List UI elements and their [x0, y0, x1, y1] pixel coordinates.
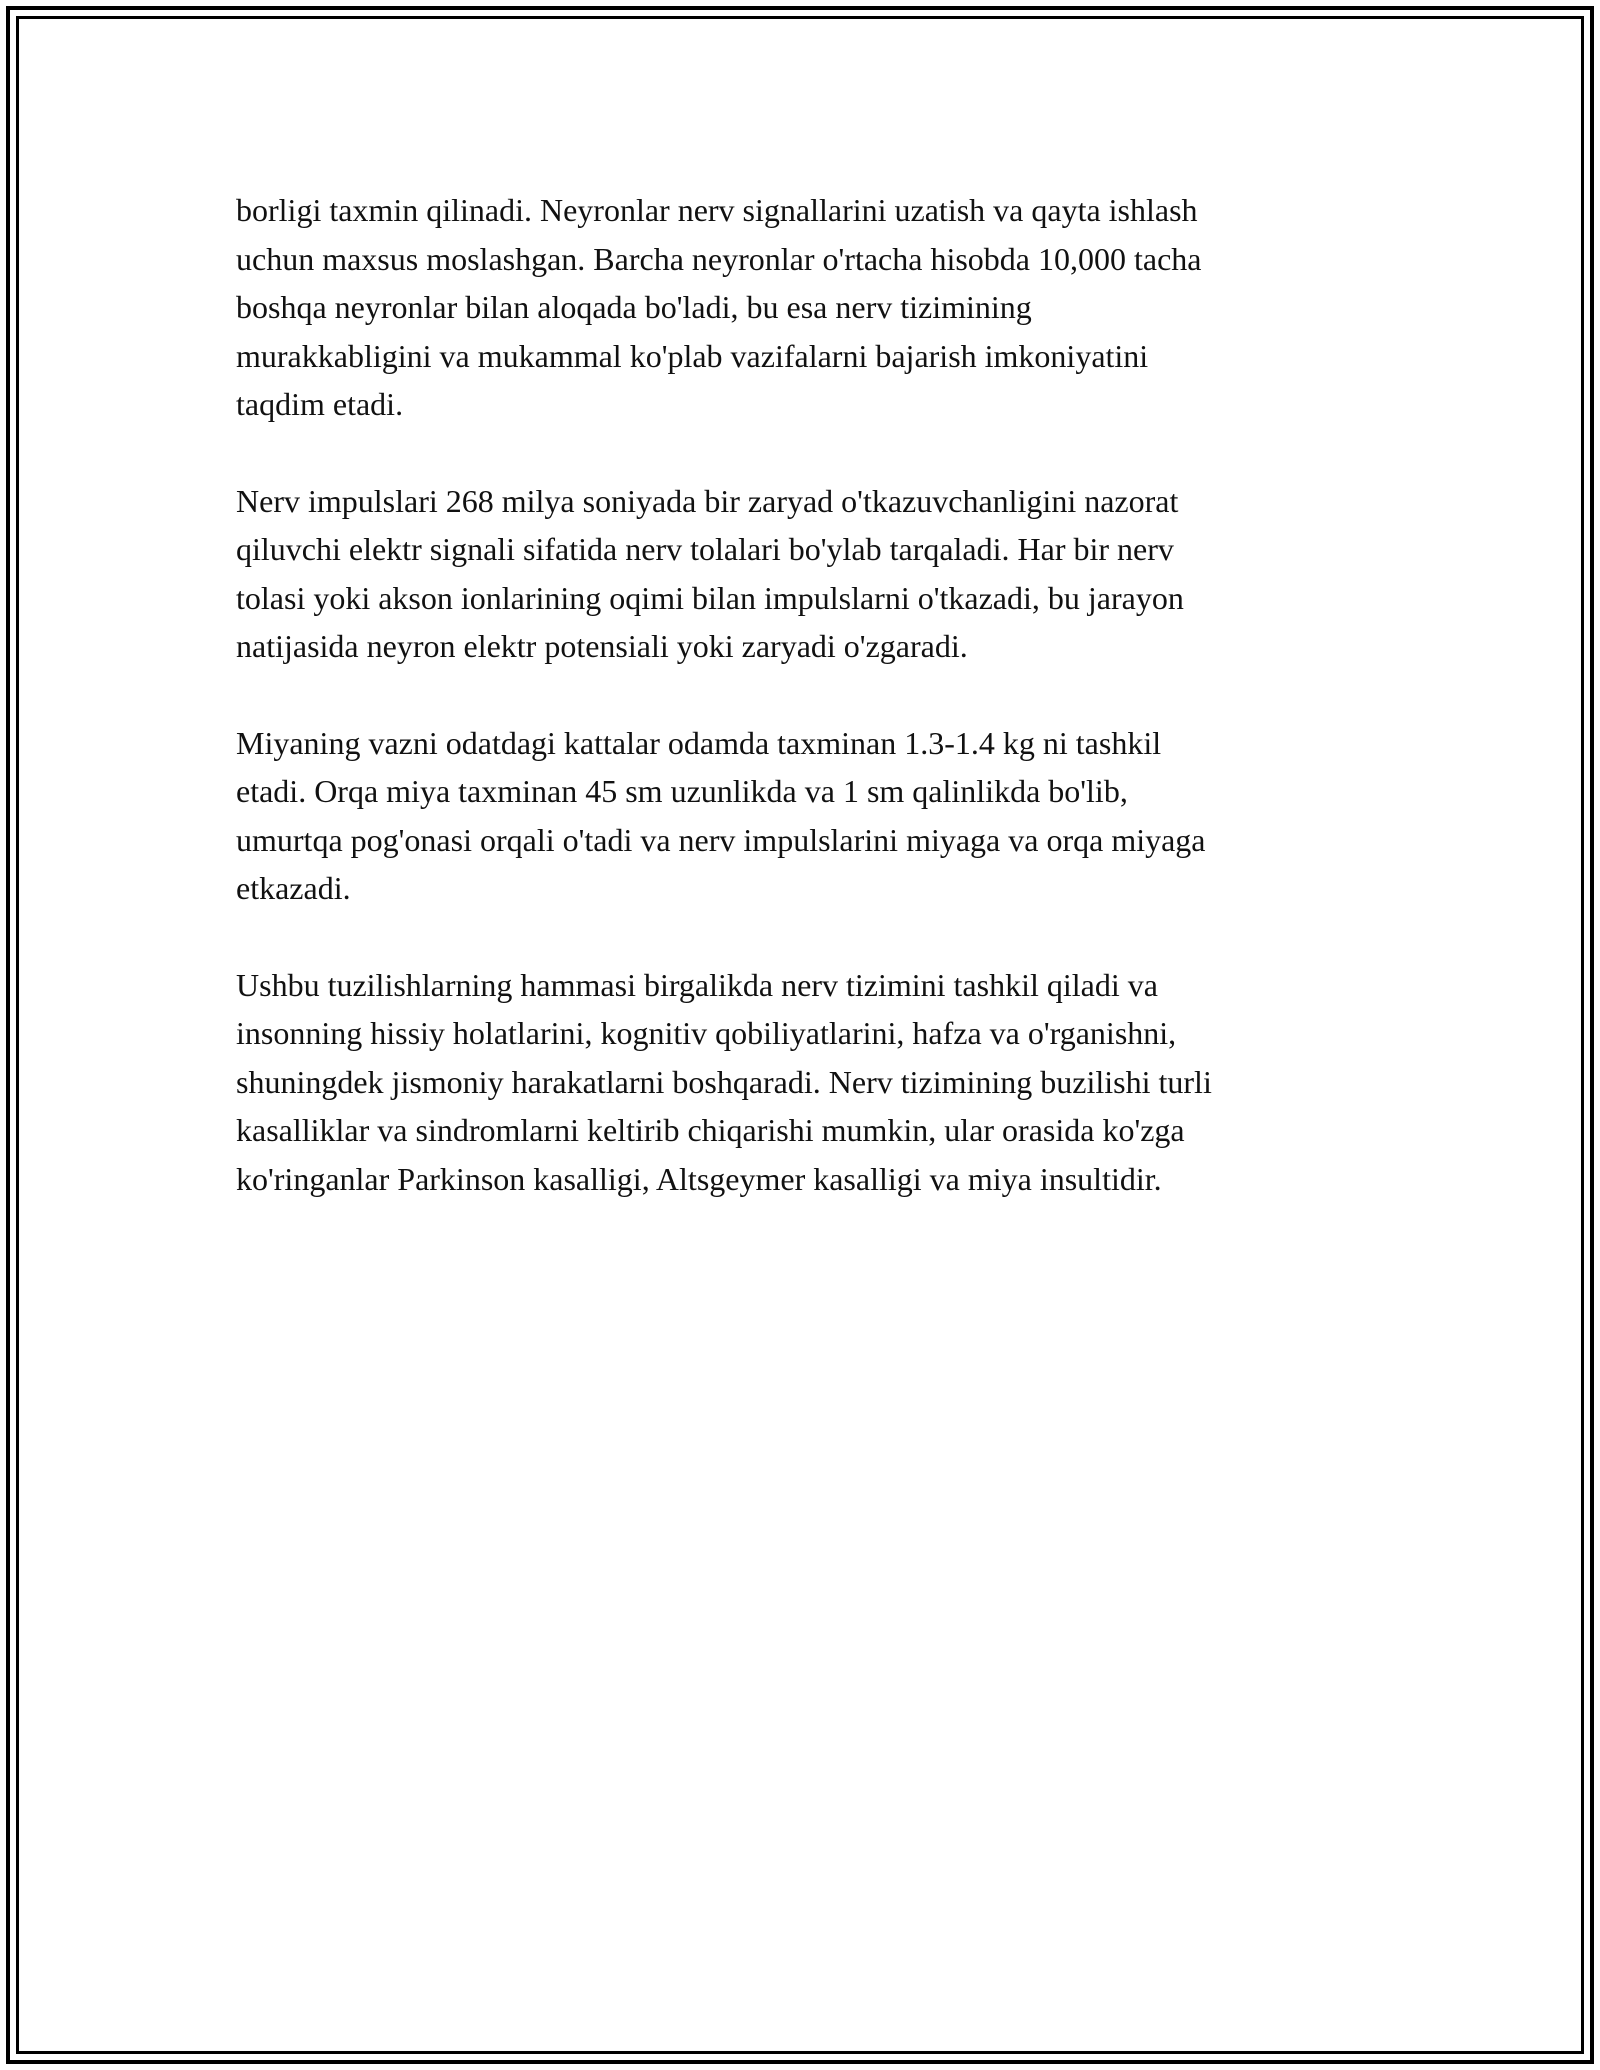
- text-line: tolasi yoki akson ionlarining oqimi bilan impulslarni o'tkazadi, bu jarayon: [236, 579, 1184, 616]
- text-line: Nerv impulslari 268 milya soniyada bir zaryad o'tkazuvchanligini nazorat: [236, 482, 1179, 519]
- text-line: borligi taxmin qilinadi. Neyronlar nerv signallarini uzatish va qayta ishlash: [236, 192, 1198, 228]
- paragraph-3: [236, 719, 1366, 913]
- text-line: kasalliklar va sindromlarni keltirib chiqarishi mumkin, ular orasida ko'zga: [236, 1112, 1185, 1148]
- paragraph-1: [236, 186, 1366, 429]
- text-line: qiluvchi elektr signali sifatida nerv tolalari bo'ylab tarqaladi. Har bir nerv: [236, 531, 1174, 567]
- text-line: etkazadi.: [236, 870, 351, 906]
- text-line: umurtqa pog'onasi orqali o'tadi va nerv impulslarini miyaga va orqa miyaga: [236, 821, 1206, 858]
- text-line: uchun maxsus moslashgan. Barcha neyronlar o'rtacha hisobda 10,000 tacha: [236, 240, 1202, 277]
- text-line: Miyaning vazni odatdagi kattalar odamda taxminan 1.3-1.4 kg ni tashkil: [236, 724, 1162, 761]
- text-line: taqdim etadi.: [236, 386, 404, 422]
- paragraph-2: [236, 477, 1366, 671]
- text-line: Ushbu tuzilishlarning hammasi birgalikda nerv tizimini tashkil qiladi va: [236, 966, 1158, 1003]
- text-line: ko'ringanlar Parkinson kasalligi, Altsgeymer kasalligi va miya insultidir.: [236, 1160, 1162, 1197]
- text-line: boshqa neyronlar bilan aloqada bo'ladi, bu esa nerv tizimining: [236, 289, 1032, 325]
- text-line: natijasida neyron elektr potensiali yoki zaryadi o'zgaradi.: [236, 628, 968, 664]
- text-line: etadi. Orqa miya taxminan 45 sm uzunlikda va 1 sm qalinlikda bo'lib,: [236, 773, 1128, 809]
- text-line: shuningdek jismoniy harakatlarni boshqaradi. Nerv tizimining buzilishi turli: [236, 1063, 1212, 1100]
- text-line: insonning hissiy holatlarini, kognitiv qobiliyatlarini, hafza va o'rganishni,: [236, 1015, 1177, 1051]
- text-line: murakkabligini va mukammal ko'plab vazifalarni bajarish imkoniyatini: [236, 337, 1149, 374]
- document-body: [236, 186, 1366, 1251]
- paragraph-4: [236, 961, 1366, 1204]
